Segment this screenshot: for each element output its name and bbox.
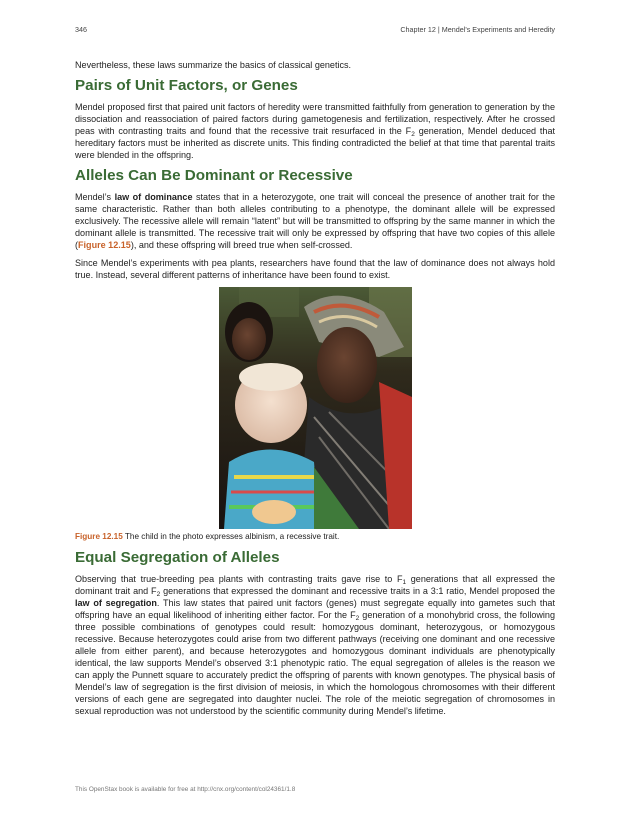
text-span: generation of a monohybrid cross, the following three possible combinations of genotypes could result: homozygous dominant, heterozygous, or homozygous recessive. Because heterozygotes could arise from two different pathways (receiving one dominant and one recessive allele from either parent), and because heterozygotes and homozygous dominant individuals are phenotypically identical, the law supports Mendel’s observed 3:1 phenotypic ratio. The equal segregation of alleles is the reason we can apply the Punnett square to accurately predict the offspring of parents with known genotypes. The physical basis of Mendel’s law of segregation is the first division of meiosis, in which the homologous chromosomes with their different versions of each gene are segregated into daughter nuclei. The role of the meiotic segregation of chromosomes in sexual reproduction was not understood by the scientific community during Mendel’s lifetime.: [75, 610, 555, 716]
subscript: 2: [156, 591, 161, 598]
dominance-paragraph: [75, 191, 555, 251]
caption-text: The child in the photo expresses albinism, a recessive trait.: [122, 532, 340, 541]
segregation-paragraph: [75, 573, 555, 717]
figure-caption: [75, 531, 555, 543]
page-footer[interactable]: This OpenStax book is available for free at http://cnx.org/content/col24361/1.8: [75, 786, 296, 793]
text-span: . This law states that paired unit factors (genes) must segregate equally into gametes such that offspring have an equal likelihood of inheriting either factor. For the F: [75, 598, 555, 620]
figure-label: Figure 12.15: [75, 532, 123, 541]
unit-factors-paragraph: [75, 101, 555, 161]
text-span: generations that expressed the dominant and recessive traits in a 3:1 ratio, Mendel proposed the: [160, 586, 555, 596]
text-span: states that in a heterozygote, one trait will conceal the presence of another trait for the same characteristic. Rather than both alleles contributing to a phenotype, the dominant allele will be expressed exclusively. The recessive allele will remain “latent” but will be transmitted to offspring by the same manner in which the dominant allele is transmitted. The recessive trait will only be expressed by offspring that have two copies of this allele (: [75, 192, 556, 250]
text-span: Observing that true-breeding pea plants with contrasting traits gave rise to F: [75, 574, 403, 584]
figure: [75, 287, 555, 529]
photo-illustration: [219, 287, 412, 529]
text-span: generation, Mendel deduced that hereditary factors must be inherited as discrete units. This finding contradicted the belief at that time that parental traits were blended in the offspring.: [75, 126, 555, 160]
chapter-title: Chapter 12 | Mendel's Experiments and Heredity: [400, 25, 555, 34]
section-heading-dominance: Alleles Can Be Dominant or Recessive: [75, 167, 353, 184]
key-term-law-of-segregation: law of segregation: [75, 598, 157, 608]
text-span: Mendel’s: [75, 192, 115, 202]
text-span: ), and these offspring will breed true when self-crossed.: [130, 240, 353, 250]
key-term-law-of-dominance: law of dominance: [114, 192, 193, 202]
albinism-photo: [219, 287, 412, 529]
page-header: [75, 25, 555, 37]
subscript: 2: [411, 131, 415, 138]
dominance-paragraph-2: Since Mendel’s experiments with pea plants, researchers have found that the law of dominance does not always hold true. Instead, several different patterns of inheritance have been found to exist.: [75, 258, 555, 280]
main-content: [75, 59, 555, 723]
text-span: generations that all expressed the dominant trait and F: [75, 574, 556, 596]
section-heading-segregation: Equal Segregation of Alleles: [75, 549, 280, 566]
subscript: 2: [355, 615, 360, 622]
page-number: 346: [75, 25, 87, 34]
subscript: 1: [402, 579, 407, 586]
figure-reference-link[interactable]: Figure 12.15: [78, 240, 131, 250]
section-heading-unit-factors: Pairs of Unit Factors, or Genes: [75, 77, 298, 94]
intro-paragraph: Nevertheless, these laws summarize the basics of classical genetics.: [75, 60, 352, 70]
text-span: Mendel proposed first that paired unit factors of heredity were transmitted faithfully from generation to generation by the dissociation and reassociation of paired factors during gametogenesis and fertilization, respectively. After he crossed peas with contrasting traits and found that the recessive trait resurfaced in the F: [75, 102, 555, 136]
